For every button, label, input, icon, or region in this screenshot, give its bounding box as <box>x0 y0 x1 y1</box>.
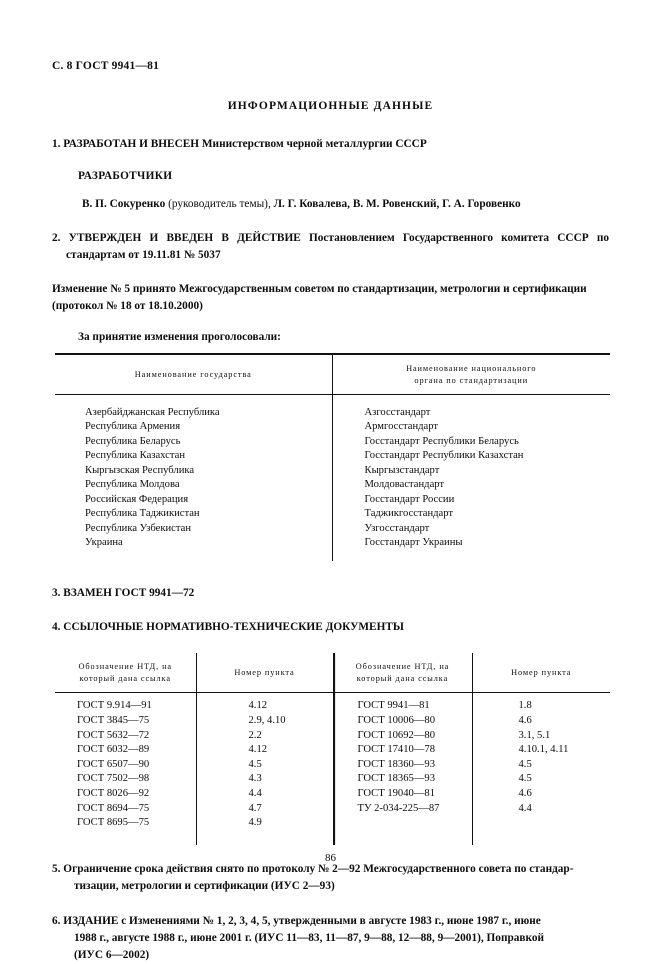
refs-num-left-list <box>249 699 333 830</box>
refs-column-num-left <box>196 693 333 845</box>
clause-6-edition <box>52 913 609 964</box>
list-item: Кыргызская Республика <box>85 464 195 476</box>
list-item: Республика Молдова <box>85 479 180 491</box>
states-body-list <box>365 406 611 551</box>
list-item: ГОСТ 17410—78 <box>357 744 435 756</box>
clause-5-term-limit <box>52 861 609 895</box>
reference-docs-table <box>55 653 610 845</box>
list-item: Азербайджанская Республика <box>85 407 220 419</box>
refs-doc-left-list <box>77 699 196 830</box>
refs-header-doc-left-line1: Обозначение НТД, на <box>78 662 172 672</box>
refs-table-body-row <box>55 693 610 845</box>
list-item: ГОСТ 6032—89 <box>77 744 150 756</box>
list-item: 4.3 <box>248 773 262 785</box>
list-item: 4.12 <box>248 700 268 712</box>
refs-column-doc-right <box>333 693 472 845</box>
list-item: 2.9, 4.10 <box>248 714 286 726</box>
running-head: С. 8 ГОСТ 9941—81 <box>52 60 160 72</box>
list-item: Госстандарт России <box>364 493 455 505</box>
list-item: 4.9 <box>248 817 262 829</box>
list-item: ГОСТ 7502—98 <box>77 773 150 785</box>
list-item: 4.5 <box>518 758 532 770</box>
clause-1-developed-by: 1. РАЗРАБОТАН И ВНЕСЕН Министерством черной металлургии СССР <box>52 138 427 150</box>
list-item: Республика Армения <box>85 421 181 433</box>
list-item: 4.6 <box>518 714 532 726</box>
refs-header-num-left: Номер пункта <box>196 653 333 693</box>
list-item: Госстандарт Республики Казахстан <box>364 450 524 462</box>
list-item: ГОСТ 10006—80 <box>357 714 435 726</box>
list-item: 1.8 <box>518 700 532 712</box>
clause-2-approved-by: 2. УТВЕРЖДЕН И ВВЕДЕН В ДЕЙСТВИЕ Постановлением Государственного комитета СССР по стандартам от 19.11.81 № 5037 <box>52 232 609 261</box>
list-item: ГОСТ 10692—80 <box>357 729 435 741</box>
list-item: Республика Беларусь <box>85 435 181 447</box>
refs-header-doc-right-line1: Обозначение НТД, на <box>355 662 450 672</box>
list-item: ГОСТ 8694—75 <box>77 802 150 814</box>
developer-lead-role: (руководитель темы), <box>168 198 271 211</box>
clause-5-line2: тизации, метрологии и сертификации (ИУС 2—93) <box>74 879 335 892</box>
refs-table-header-row <box>55 653 610 693</box>
list-item: ГОСТ 18360—93 <box>357 758 435 770</box>
clause-5-line1: 5. Ограничение срока действия снято по протоколу № 2—92 Межгосударственного совета по стандар- <box>52 862 574 875</box>
states-name-list <box>85 406 332 551</box>
list-item: ТУ 2-034-225—87 <box>357 802 440 814</box>
list-item: 4.12 <box>248 744 268 756</box>
list-item: ГОСТ 9.914—91 <box>77 700 152 712</box>
list-item: Российская Федерация <box>85 493 189 505</box>
list-item: Армгосстандарт <box>364 421 439 433</box>
developers-list <box>82 198 609 210</box>
list-item: ГОСТ 8695—75 <box>77 817 150 829</box>
list-item: 4.4 <box>248 788 262 799</box>
refs-header-doc-right-line2: который дана ссылка <box>356 674 449 684</box>
list-item: Республика Узбекистан <box>85 522 192 534</box>
list-item: Республика Казахстан <box>85 450 186 462</box>
list-item: 4.6 <box>518 788 532 799</box>
refs-header-doc-left <box>55 653 196 693</box>
states-table-header-row <box>55 354 610 395</box>
list-item: ГОСТ 18365—93 <box>357 773 435 785</box>
refs-header-doc-right <box>333 653 472 693</box>
clause-6-line3: (ИУС 6—2002) <box>74 948 150 961</box>
states-table <box>55 353 610 561</box>
clause-6-line2: 1988 г., августе 1988 г., июне 2001 г. (ИУС 11—83, 11—87, 9—88, 12—88, 9—2001), Поправкой <box>74 931 545 944</box>
list-item: 4.7 <box>248 802 262 814</box>
list-item: Кыргызстандарт <box>364 464 440 476</box>
states-table-header-state: Наименование государства <box>55 354 332 395</box>
list-item: Госстандарт Украины <box>364 537 463 549</box>
states-column-names <box>55 400 332 561</box>
list-item: ГОСТ 6507—90 <box>77 758 150 770</box>
list-item: 4.5 <box>248 758 262 770</box>
states-table-body-row <box>55 400 610 561</box>
refs-doc-right-list <box>358 699 472 816</box>
refs-column-num-right <box>472 693 610 845</box>
vote-line: За принятие изменения проголосовали: <box>78 331 281 343</box>
list-item: ГОСТ 3845—75 <box>77 714 150 726</box>
states-header-body-line2: органа по стандартизации <box>414 376 529 386</box>
page-number: 86 <box>325 852 336 864</box>
list-item: Республика Таджикистан <box>85 508 200 520</box>
list-item: ГОСТ 19040—81 <box>357 788 435 799</box>
refs-header-num-right: Номер пункта <box>472 653 610 693</box>
clause-3-replaces: 3. ВЗАМЕН ГОСТ 9941—72 <box>52 586 195 599</box>
list-item: 2.2 <box>248 729 262 741</box>
list-item: Таджикгосстандарт <box>364 508 453 520</box>
amendment-note: Изменение № 5 принято Межгосударственным советом по стандартизации, метрологии и сертификации (протокол № 18 от 18.10.2000) <box>52 283 587 313</box>
clause-4-reference-docs: 4. ССЫЛОЧНЫЕ НОРМАТИВНО-ТЕХНИЧЕСКИЕ ДОКУМЕНТЫ <box>52 620 404 633</box>
list-item: 4.4 <box>518 802 532 814</box>
list-item: 4.10.1, 4.11 <box>518 744 569 756</box>
refs-header-doc-left-line2: который дана ссылка <box>79 674 171 684</box>
developer-other-names: Л. Г. Ковалева, В. М. Ровенский, Г. А. Горовенко <box>273 198 521 211</box>
list-item: 4.5 <box>518 773 532 785</box>
list-item: ГОСТ 8026—92 <box>77 788 150 799</box>
clause-6-line1: 6. ИЗДАНИЕ с Изменениями № 1, 2, 3, 4, 5, утвержденными в августе 1983 г., июне 1987 г., июне <box>52 914 541 927</box>
refs-column-doc-left <box>55 693 196 845</box>
list-item: Украина <box>85 537 123 549</box>
refs-num-right-list <box>519 699 611 816</box>
developer-lead-name: В. П. Сокуренко <box>82 198 166 211</box>
page-title: ИНФОРМАЦИОННЫЕ ДАННЫЕ <box>227 100 434 112</box>
list-item: 3.1, 5.1 <box>518 729 551 741</box>
list-item: Азгосстандарт <box>364 407 431 419</box>
states-column-bodies <box>332 400 610 561</box>
list-item: Молдовастандарт <box>364 479 445 491</box>
list-item: ГОСТ 5632—72 <box>77 729 150 741</box>
developers-heading: РАЗРАБОТЧИКИ <box>78 170 173 183</box>
list-item: Узгосстандарт <box>364 522 430 534</box>
list-item: Госстандарт Республики Беларусь <box>364 435 519 447</box>
states-header-body-line1: Наименование национального <box>406 364 537 373</box>
states-table-header-body <box>332 354 610 395</box>
list-item: ГОСТ 9941—81 <box>357 700 430 712</box>
